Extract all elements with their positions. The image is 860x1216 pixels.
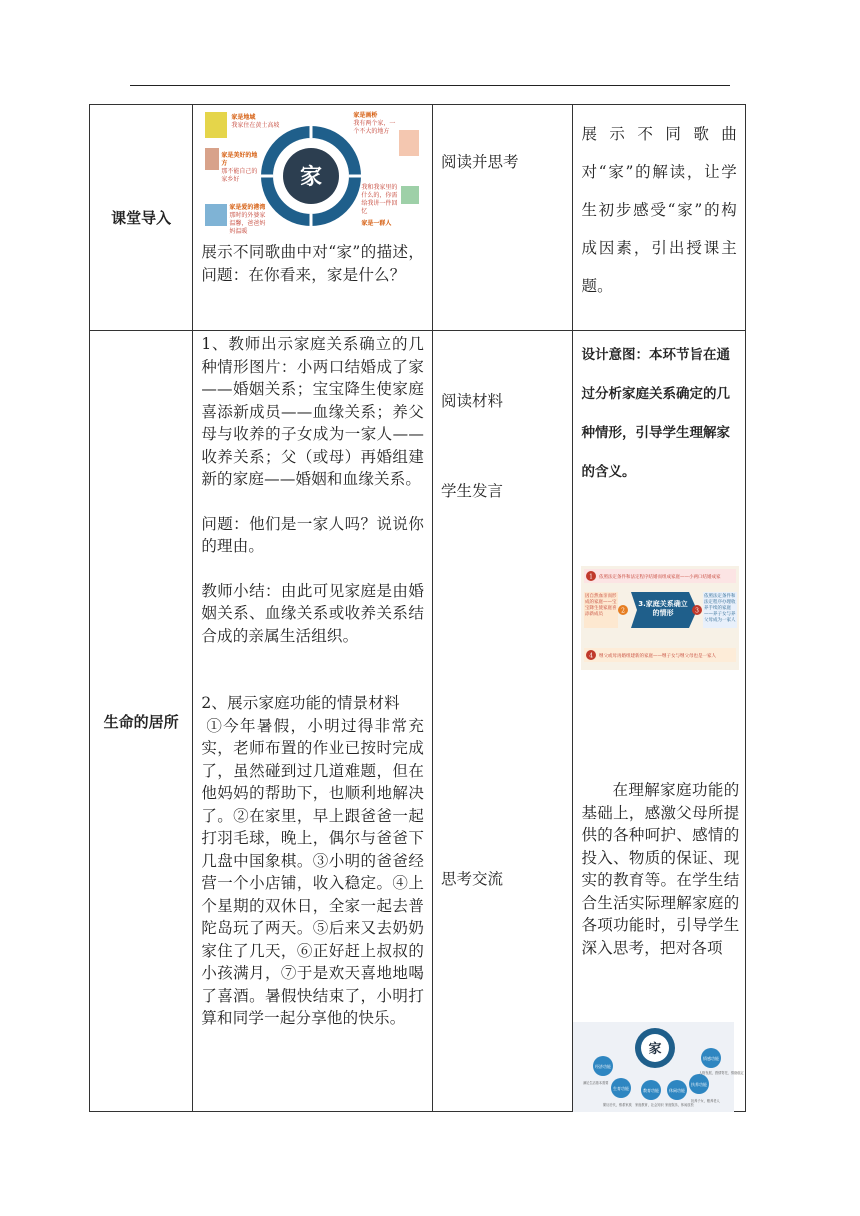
content-paragraph: ①今年暑假，小明过得非常充实，老师布置的作业已按时完成了，虽然碰到过几道难题，但在他妈妈的帮助下，也顺利地解决了。②在家里，早上跟爸爸一起打羽毛球，晚上，偶尔与爸爸下几盘中国象棋。③小明的爸爸经营一个小店铺，收入稳定。④上个星期的双休日，全家一起去普陀岛玩了两天。⑤后来又去奶奶家住了几天，⑥正好赶上叔叔的小孩满月，⑦于是欢天喜地地喝了喜酒。暑假快结束了，小明打算和同学一起分享他的快乐。 (201, 716, 425, 1027)
function-diagram (573, 1022, 745, 1112)
table-row (90, 105, 746, 331)
stage-cell (90, 105, 193, 331)
content-paragraph: 2、展示家庭功能的情景材料 (201, 694, 400, 712)
svg-text:人格发展，感情寄托，情绪稳定: 人格发展，感情寄托，情绪稳定 (699, 1071, 745, 1075)
intro-content: 展示不同歌曲中对“家”的描述，问题：在你看来，家是什么？ (201, 243, 425, 284)
activity-label: 阅读并思考 (441, 153, 519, 171)
activity-cell (433, 331, 573, 1112)
svg-text:生育功能: 生育功能 (613, 1086, 630, 1091)
svg-text:扶养功能: 扶养功能 (691, 1082, 708, 1087)
lesson-plan-table (89, 104, 746, 1112)
svg-text:情感功能: 情感功能 (703, 1056, 720, 1061)
function-center-char: 家 (648, 1042, 662, 1057)
song-bubble: 我和我家里的什么的，你需给我讲一件回忆 (361, 184, 398, 215)
diagram-center-label: 3.家庭关系确立的情形 (638, 600, 689, 617)
content-paragraph: 1、教师出示家庭关系确立的几种情形图片：小两口结婚成了家——婚姻关系；宝宝降生使家庭喜添新成员——血缘关系；养父母与收养的子女成为一家人——收养关系；父（或母）再婚组建新的家庭——婚姻和血缘关系。 (201, 335, 425, 488)
intent-cell (573, 331, 746, 1112)
svg-text:教育功能: 教育功能 (643, 1088, 660, 1093)
activity-label: 思考交流 (441, 870, 504, 888)
activity-label: 阅读材料 (441, 392, 504, 410)
intent-cell (573, 105, 746, 331)
photo-family-icon (399, 130, 419, 156)
svg-text:繁衍后代，维系家族: 繁衍后代，维系家族 (603, 1103, 633, 1107)
svg-text:3: 3 (695, 607, 700, 615)
song-bubble: 家是画桥 我有两个家，一个不大的地方 (353, 112, 396, 135)
home-song-illustration (201, 108, 421, 238)
svg-text:继父或母再婚组建新的家庭——继子女与继父母也是一家人: 继父或母再婚组建新的家庭——继子女与继父母也是一家人 (599, 654, 717, 659)
stage-label: 课堂导入 (111, 209, 172, 227)
song-bubble: 家是地域 我家住在黄土高坡 (231, 114, 280, 129)
svg-text:家庭娱乐，休闲放松: 家庭娱乐，休闲放松 (665, 1103, 695, 1107)
photo-kids-icon (401, 186, 419, 204)
svg-text:抚养子女，赡养老人: 抚养子女，赡养老人 (691, 1099, 721, 1103)
table-row (90, 331, 746, 1112)
svg-text:1: 1 (589, 573, 594, 581)
svg-text:2: 2 (621, 607, 626, 615)
content-paragraph: 问题：他们是一家人吗？说说你的理由。 (201, 514, 425, 555)
content-paragraph: 教师小结：由此可见家庭是由婚姻关系、血缘关系或收养关系结合成的亲属生活组织。 (201, 581, 425, 645)
photo-people-icon (205, 204, 227, 226)
svg-text:4: 4 (589, 652, 594, 660)
design-intent-2: 在理解家庭功能的基础上，感激父母所提供的各种呵护、感情的投入、物质的保证、现实的教育等。在学生结合生活实际理解家庭的各项功能时，引导学生深入思考，把对各项 (581, 781, 740, 957)
intro-intent: 展示不同歌曲对“家”的解读，让学生初步感受“家”的构成因素，引出授课主题。 (581, 125, 737, 295)
header-rule (130, 85, 730, 86)
content-cell (193, 331, 433, 1112)
svg-text:家庭教育，社会知识: 家庭教育，社会知识 (635, 1103, 665, 1107)
song-bubble: 家是一群人 (361, 220, 392, 227)
photo-flowers-icon (205, 112, 227, 138)
song-bubble: 家是美好的地方 那不能自己的家乡好 (221, 152, 258, 183)
svg-text:满足生活基本需要: 满足生活基本需要 (583, 1081, 609, 1085)
svg-text:经济功能: 经济功能 (595, 1064, 612, 1069)
photo-child-icon (205, 148, 219, 170)
svg-text:休闲功能: 休闲功能 (669, 1088, 686, 1093)
content-cell (193, 105, 433, 331)
song-bubble: 家是爱的港湾 那时的外婆家温馨，爸爸妈妈温暖 (229, 204, 266, 235)
home-center-char: 家 (300, 164, 323, 190)
relationship-diagram: 1 依照法定条件和法定程序结婚而组成家庭——小两口结婚成家 因自然血亲而形成的家庭——宝宝降生使家庭喜添新成员 2 3.家庭关系确立的情形 3 依照法定条件和法定程序办理收养手续的家庭——养子女与养父母成为一家人 4 继父或母再婚组建新的家庭——继子女与继父母也是一家人 (581, 566, 739, 670)
design-intent: 设计意图：本环节旨在通过分析家庭关系确定的几种情形，引导学生理解家的含义。 (581, 347, 730, 480)
activity-label: 学生发言 (441, 482, 504, 500)
stage-cell (90, 331, 193, 1112)
activity-cell (433, 105, 573, 331)
svg-text:依照法定条件和法定程序结婚而组成家庭——小两口结婚成家: 依照法定条件和法定程序结婚而组成家庭——小两口结婚成家 (599, 575, 721, 580)
stage-label: 生命的居所 (103, 712, 179, 731)
